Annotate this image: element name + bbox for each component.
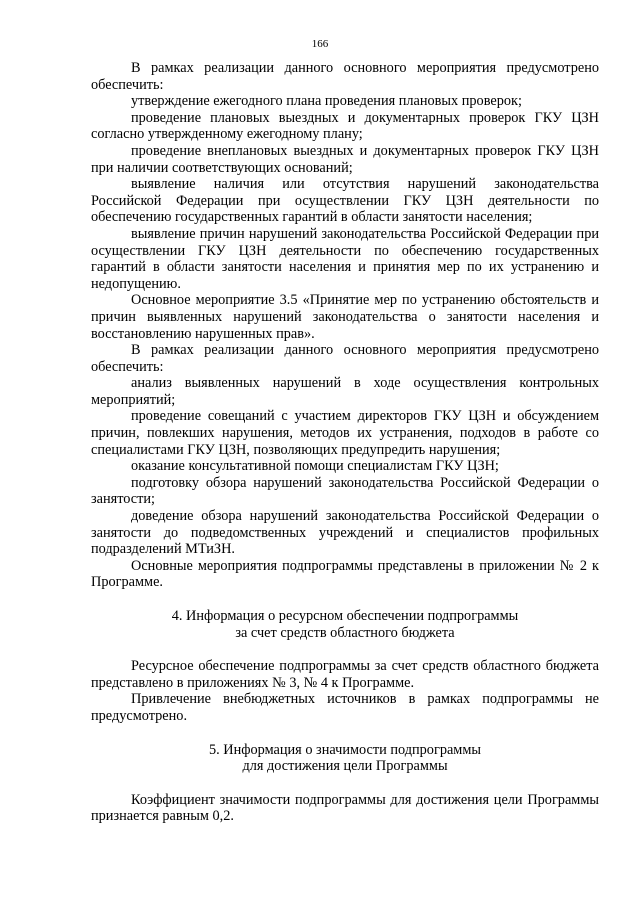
paragraph: утверждение ежегодного плана проведения плановых проверок; [131,93,522,110]
paragraph: подготовку обзора нарушений законодательства Российской Федерации о занятости; [91,474,599,508]
paragraph: Основное мероприятие 3.5 «Принятие мер по устранению обстоятельств и причин выявленных нарушений законодательства о занятости населения и восстановлению нарушенных прав». [91,292,599,342]
paragraph: выявление наличия или отсутствия нарушений законодательства Российской Федерации при осуществлении ГКУ ЦЗН деятельности по обеспечению государственных гарантий в области занятости населения; [91,176,599,226]
paragraph: анализ выявленных нарушений в ходе осуществления контрольных мероприятий; [91,375,599,408]
paragraph: проведение внеплановых выездных и документарных проверок ГКУ ЦЗН при наличии соответствующих оснований; [91,142,599,176]
document-body [91,60,599,825]
paragraph: выявление причин нарушений законодательства Российской Федерации при осуществлении ГКУ ЦЗН деятельности по обеспечению государственных гарантий в области занятости населения и принятия мер по их устранению и недопущению. [91,225,599,292]
paragraph: В рамках реализации данного основного мероприятия предусмотрено обеспечить: [91,60,599,93]
paragraph: Основные мероприятия подпрограммы представлены в приложении № 2 к Программе. [91,557,599,591]
page-number: 166 [311,38,329,50]
paragraph: Привлечение внебюджетных источников в рамках подпрограммы не предусмотрено. [91,691,599,724]
section-4-heading-line-1: 4. Информация о ресурсном обеспечении подпрограммы [171,608,519,624]
section-4-heading-line-2: за счет средств областного бюджета [235,624,455,641]
paragraph: В рамках реализации данного основного мероприятия предусмотрено обеспечить: [91,342,599,375]
paragraph: проведение плановых выездных и документарных проверок ГКУ ЦЗН согласно утвержденному ежегодному плану; [91,109,599,143]
paragraph: доведение обзора нарушений законодательства Российской Федерации о занятости до подведомственных учреждений и специалистов профильных подразделений МТиЗН. [91,508,599,558]
section-5-heading-line-1: 5. Информация о значимости подпрограммы [208,741,482,758]
section-5-heading-line-2: для достижения цели Программы [242,758,448,775]
paragraph: Ресурсное обеспечение подпрограммы за счет средств областного бюджета представлено в приложениях № 3, № 4 к Программе. [91,658,599,691]
paragraph: Коэффициент значимости подпрограммы для достижения цели Программы признается равным 0,2. [91,791,599,825]
paragraph: оказание консультативной помощи специалистам ГКУ ЦЗН; [131,458,499,475]
paragraph: проведение совещаний с участием директоров ГКУ ЦЗН и обсуждением причин, повлекших нарушения, методов их устранения, подходов в работе со специалистами ГКУ ЦЗН, позволяющих предупредить нарушения; [91,408,599,458]
